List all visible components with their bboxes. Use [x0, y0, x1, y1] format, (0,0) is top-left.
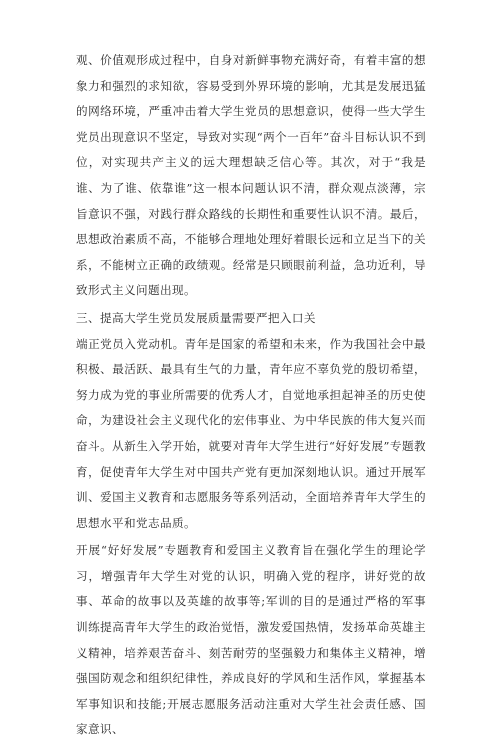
document-page [76, 48, 426, 743]
body-paragraph: 观、价值观形成过程中，自身对新鲜事物充满好奇，有着丰富的想象力和强烈的求知欲，容易受到外界环境的影响，尤其是发展迅猛的网络环境，严重冲击着大学生党员的思想意识，使得一些大学生党员出现意识不坚定，导致对实现“两个一百年”奋斗目标认识不到位，对实现共产主义的远大理想缺乏信心等。其次，对于“我是谁、为了谁、依靠谁”这一根本问题认识不清，群众观点淡薄，宗旨意识不强，对践行群众路线的长期性和重要性认识不清。最后，思想政治素质不高，不能够合理地处理好着眼长远和立足当下的关系，不能树立正确的政绩观。经常是只顾眼前利益，急功近利，导致形式主义问题出现。 [76, 53, 426, 298]
body-paragraph: 开展“好好发展”专题教育和爱国主义教育旨在强化学生的理论学习，增强青年大学生对党的认识，明确入党的程序，讲好党的故事、革命的故事以及英雄的故事等;军训的目的是通过严格的军事训练提高青年大学生的政治觉悟，激发爱国热情，发扬革命英雄主义精神，培养艰苦奋斗、刻苦耐劳的坚强毅力和集体主义精神，增强国防观念和组织纪律性，养成良好的学风和生活作风，掌握基本军事知识和技能;开展志愿服务活动注重对大学生社会责任感、国家意识、 [76, 543, 426, 737]
body-paragraph: 端正党员入党动机。青年是国家的希望和未来，作为我国社会中最积极、最活跃、最具有生气的力量，青年应不辜负党的殷切希望，努力成为党的事业所需要的优秀人才，自觉地承担起神圣的历史使命，为建设社会主义现代化的宏伟事业、为中华民族的伟大复兴而奋斗。从新生入学开始，就要对青年大学生进行“好好发展”专题教育，促使青年大学生对中国共产党有更加深刻地认识。通过开展军训、爱国主义教育和志愿服务等系列活动，全面培养青年大学生的思想水平和党志品质。 [76, 336, 426, 530]
section-heading: 三、提高大学生党员发展质量需要严把入口关 [76, 310, 316, 325]
